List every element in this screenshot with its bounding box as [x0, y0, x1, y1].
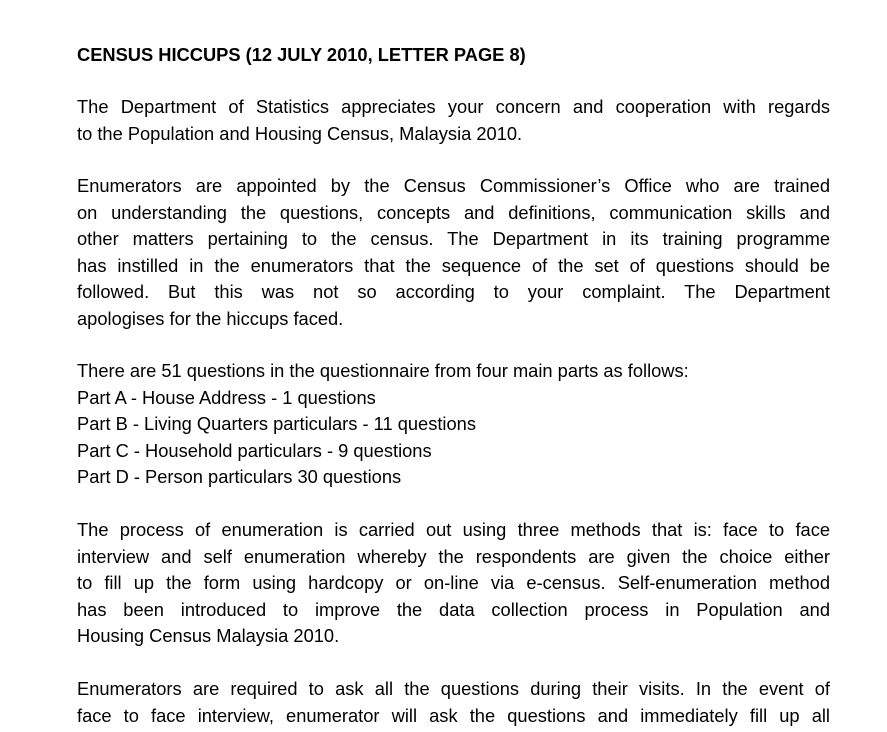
text-line: The Department of Statistics appreciates your concern and cooperation with regards — [77, 96, 830, 117]
list-item-part-a: Part A - House Address - 1 questions — [77, 386, 376, 408]
list-item-part-d: Part D - Person particulars 30 questions — [77, 466, 402, 487]
text-line: There are 51 questions in the questionnaire from four main parts as follows: — [77, 360, 689, 381]
document-title: CENSUS HICCUPS (12 JULY 2010, LETTER PAGE 8) — [77, 44, 526, 65]
text-line: has instilled in the enumerators that the sequence of the set of questions should be — [77, 254, 830, 276]
text-line: other matters pertaining to the census. The Department in its training programme — [77, 228, 830, 249]
list-item-part-c: Part C - Household particulars - 9 questions — [77, 439, 432, 461]
text-line: followed. But this was not so according to your complaint. The Department — [77, 281, 830, 302]
text-line: The process of enumeration is carried out using three methods that is: face to face — [77, 519, 830, 540]
paragraph-questionnaire-parts — [77, 358, 830, 491]
paragraph-enumerator-visits — [77, 676, 830, 729]
text-line: Enumerators are required to ask all the questions during their visits. In the event of — [77, 678, 830, 699]
text-line: on understanding the questions, concepts and definitions, communication skills and — [77, 201, 830, 223]
paragraph-enumeration-process — [77, 517, 830, 650]
text-line: apologises for the hiccups faced. — [77, 307, 344, 329]
paragraph-appreciation — [77, 94, 830, 147]
text-line: face to face interview, enumerator will ask the questions and immediately fill up all — [77, 704, 830, 726]
text-line: has been introduced to improve the data collection process in Population and — [77, 598, 830, 620]
paragraph-enumerators-appointed — [77, 173, 830, 332]
text-line: interview and self enumeration whereby the respondents are given the choice either — [77, 545, 830, 567]
text-line: to the Population and Housing Census, Malaysia 2010. — [77, 122, 523, 144]
text-line: Housing Census Malaysia 2010. — [77, 625, 340, 646]
text-line: to fill up the form using hardcopy or on-line via e-census. Self-enumeration method — [77, 572, 830, 593]
list-item-part-b: Part B - Living Quarters particulars - 11 questions — [77, 413, 476, 434]
text-line: Enumerators are appointed by the Census Commissioner’s Office who are trained — [77, 175, 830, 196]
